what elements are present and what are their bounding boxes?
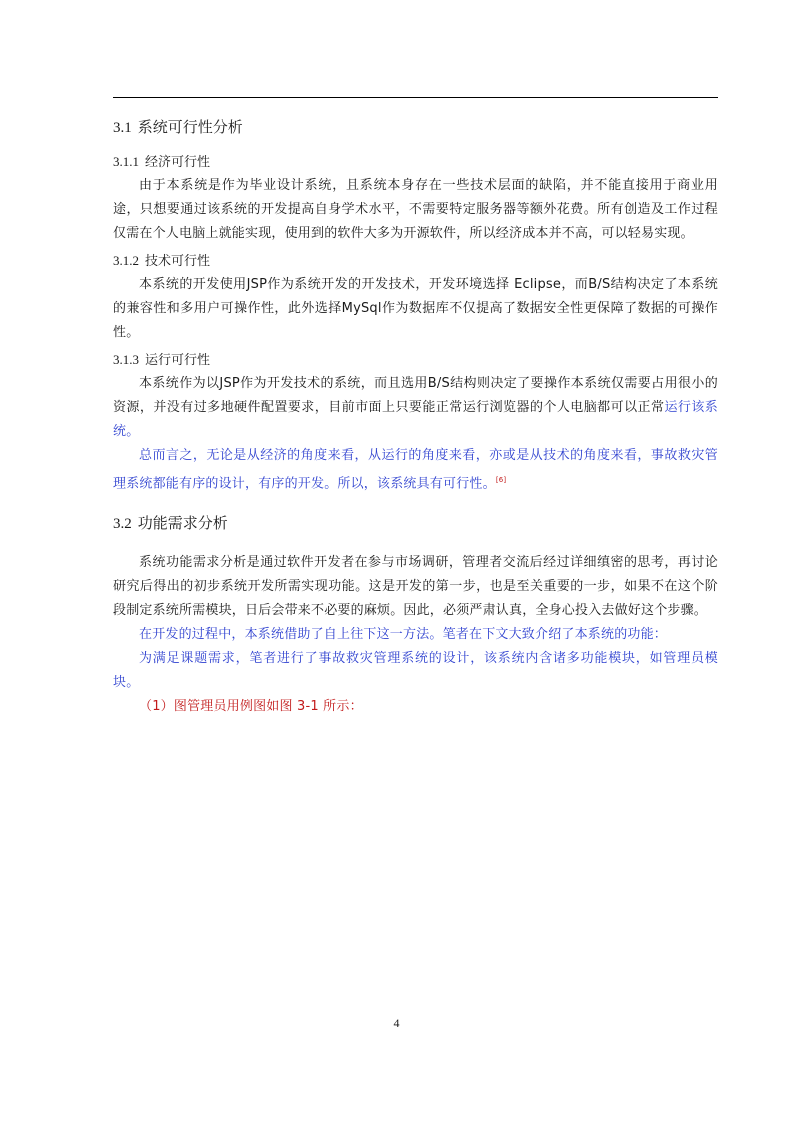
subsection-heading-3-1-2: 3.1.2 技术可行性 — [113, 253, 211, 269]
paragraph-requirements-intro: 系统功能需求分析是通过软件开发者在参与市场调研，管理者交流后经过详细缜密的思考，再讨论研究后得出的初步系统开发所需实现功能。这是开发的第一步，也是至关重要的一步，如果不在这个阶段制定系统所需模块，日后会带来不必要的麻烦。因此，必须严肃认真，全身心投入去做好这个步骤。 — [113, 555, 718, 619]
page-number: 4 — [393, 1016, 400, 1030]
paragraph-method: 在开发的过程中，本系统借助了自上往下这一方法。笔者在下文大致介绍了本系统的功能： — [139, 627, 668, 643]
paragraph-modules: 为满足课题需求，笔者进行了事故救灾管理系统的设计，该系统内含诸多功能模块，如管理员模块。 — [113, 651, 718, 691]
paragraph-summary: 总而言之，无论是从经济的角度来看，从运行的角度来看，亦或是从技术的角度来看，事故救灾管理系统都能有序的设计，有序的开发。所以，该系统具有可行性。[6] — [113, 448, 718, 492]
paragraph-economic: 由于本系统是作为毕业设计系统，且系统本身存在一些技术层面的缺陷，并不能直接用于商业用途，只想要通过该系统的开发提高自身学术水平，不需要特定服务器等额外花费。所有创造及工作过程仅需在个人电脑上就能实现，使用到的软件大多为开源软件，所以经济成本并不高，可以轻易实现。 — [113, 178, 718, 241]
document-body — [113, 112, 718, 719]
paragraph-figure-caption: （1）图管理员用例图如图 3-1 所示： — [139, 699, 363, 715]
section-heading-3-2: 3.2 功能需求分析 — [113, 514, 228, 533]
paragraph-technical: 本系统的开发使用JSP作为系统开发的开发技术，开发环境选择 Eclipse，而B/S结构决定了本系统的兼容性和多用户可操作性，此外选择MySql作为数据库不仅提高了数据安全性更保障了数据的可操作性。 — [113, 277, 718, 340]
citation-ref: [6] — [495, 476, 507, 484]
subsection-heading-3-1-3: 3.1.3 运行可行性 — [113, 352, 211, 368]
subsection-heading-3-1-1: 3.1.1 经济可行性 — [113, 154, 211, 170]
header-rule — [113, 97, 718, 98]
paragraph-operational: 本系统作为以JSP作为开发技术的系统，而且选用B/S结构则决定了要操作本系统仅需要占用很小的资源，并没有过多地硬件配置要求，目前市面上只要能正常运行浏览器的个人电脑都可以正常运行该系统。 — [113, 376, 718, 439]
section-heading-3-1: 3.1 系统可行性分析 — [113, 118, 243, 136]
